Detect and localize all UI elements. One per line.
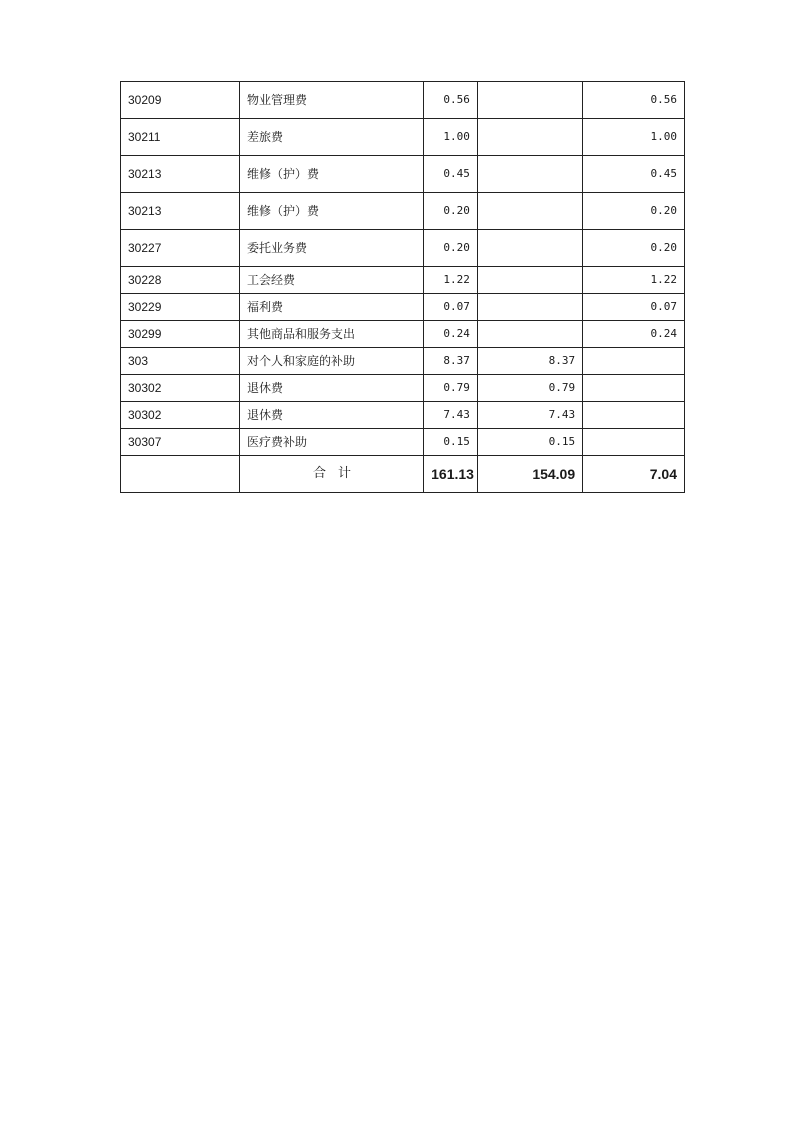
name-cell: 物业管理费 <box>239 82 423 119</box>
total-cell: 1.22 <box>424 267 478 294</box>
total-cell: 0.15 <box>424 429 478 456</box>
project-cell <box>583 402 685 429</box>
code-cell: 30302 <box>121 402 240 429</box>
basic-cell: 0.79 <box>477 375 582 402</box>
basic-cell <box>477 119 582 156</box>
project-cell: 0.56 <box>583 82 685 119</box>
total-cell: 8.37 <box>424 348 478 375</box>
grand-total-value: 161.13 <box>424 456 478 493</box>
total-cell: 0.24 <box>424 321 478 348</box>
code-cell: 30213 <box>121 156 240 193</box>
basic-cell <box>477 230 582 267</box>
table-row <box>121 156 685 193</box>
name-cell: 维修（护）费 <box>239 156 423 193</box>
name-cell: 福利费 <box>239 294 423 321</box>
project-cell <box>583 375 685 402</box>
name-cell: 维修（护）费 <box>239 193 423 230</box>
project-cell: 0.45 <box>583 156 685 193</box>
code-cell: 30228 <box>121 267 240 294</box>
code-cell: 30209 <box>121 82 240 119</box>
table-row <box>121 321 685 348</box>
project-cell <box>583 348 685 375</box>
basic-cell <box>477 267 582 294</box>
table-row <box>121 348 685 375</box>
code-cell: 30213 <box>121 193 240 230</box>
table-row <box>121 82 685 119</box>
project-cell: 1.22 <box>583 267 685 294</box>
table-row <box>121 402 685 429</box>
total-row <box>121 456 685 493</box>
table-row <box>121 375 685 402</box>
code-cell: 303 <box>121 348 240 375</box>
code-cell: 30307 <box>121 429 240 456</box>
name-cell: 其他商品和服务支出 <box>239 321 423 348</box>
name-cell: 委托业务费 <box>239 230 423 267</box>
basic-cell <box>477 294 582 321</box>
code-cell: 30211 <box>121 119 240 156</box>
basic-cell <box>477 321 582 348</box>
name-cell: 工会经费 <box>239 267 423 294</box>
name-cell: 退休费 <box>239 402 423 429</box>
name-cell: 对个人和家庭的补助 <box>239 348 423 375</box>
basic-cell: 8.37 <box>477 348 582 375</box>
code-cell: 30302 <box>121 375 240 402</box>
table-row <box>121 267 685 294</box>
name-cell: 差旅费 <box>239 119 423 156</box>
project-cell: 0.20 <box>583 193 685 230</box>
basic-cell: 7.43 <box>477 402 582 429</box>
name-cell: 退休费 <box>239 375 423 402</box>
total-cell: 1.00 <box>424 119 478 156</box>
total-label: 合计 <box>239 456 423 493</box>
code-cell: 30299 <box>121 321 240 348</box>
basic-cell <box>477 82 582 119</box>
code-cell: 30229 <box>121 294 240 321</box>
project-cell <box>583 429 685 456</box>
total-cell: 0.20 <box>424 230 478 267</box>
table-row <box>121 193 685 230</box>
budget-table <box>120 81 685 493</box>
total-cell: 0.56 <box>424 82 478 119</box>
project-cell: 0.20 <box>583 230 685 267</box>
table-body <box>121 82 685 493</box>
table-row <box>121 429 685 456</box>
table-row <box>121 294 685 321</box>
basic-cell <box>477 193 582 230</box>
basic-cell: 0.15 <box>477 429 582 456</box>
total-cell: 0.79 <box>424 375 478 402</box>
project-total-value: 7.04 <box>583 456 685 493</box>
name-cell: 医疗费补助 <box>239 429 423 456</box>
code-cell: 30227 <box>121 230 240 267</box>
total-cell: 7.43 <box>424 402 478 429</box>
project-cell: 0.24 <box>583 321 685 348</box>
total-code-cell <box>121 456 240 493</box>
basic-total-value: 154.09 <box>477 456 582 493</box>
total-cell: 0.45 <box>424 156 478 193</box>
total-cell: 0.20 <box>424 193 478 230</box>
table-row <box>121 119 685 156</box>
basic-cell <box>477 156 582 193</box>
project-cell: 1.00 <box>583 119 685 156</box>
total-cell: 0.07 <box>424 294 478 321</box>
project-cell: 0.07 <box>583 294 685 321</box>
table-row <box>121 230 685 267</box>
